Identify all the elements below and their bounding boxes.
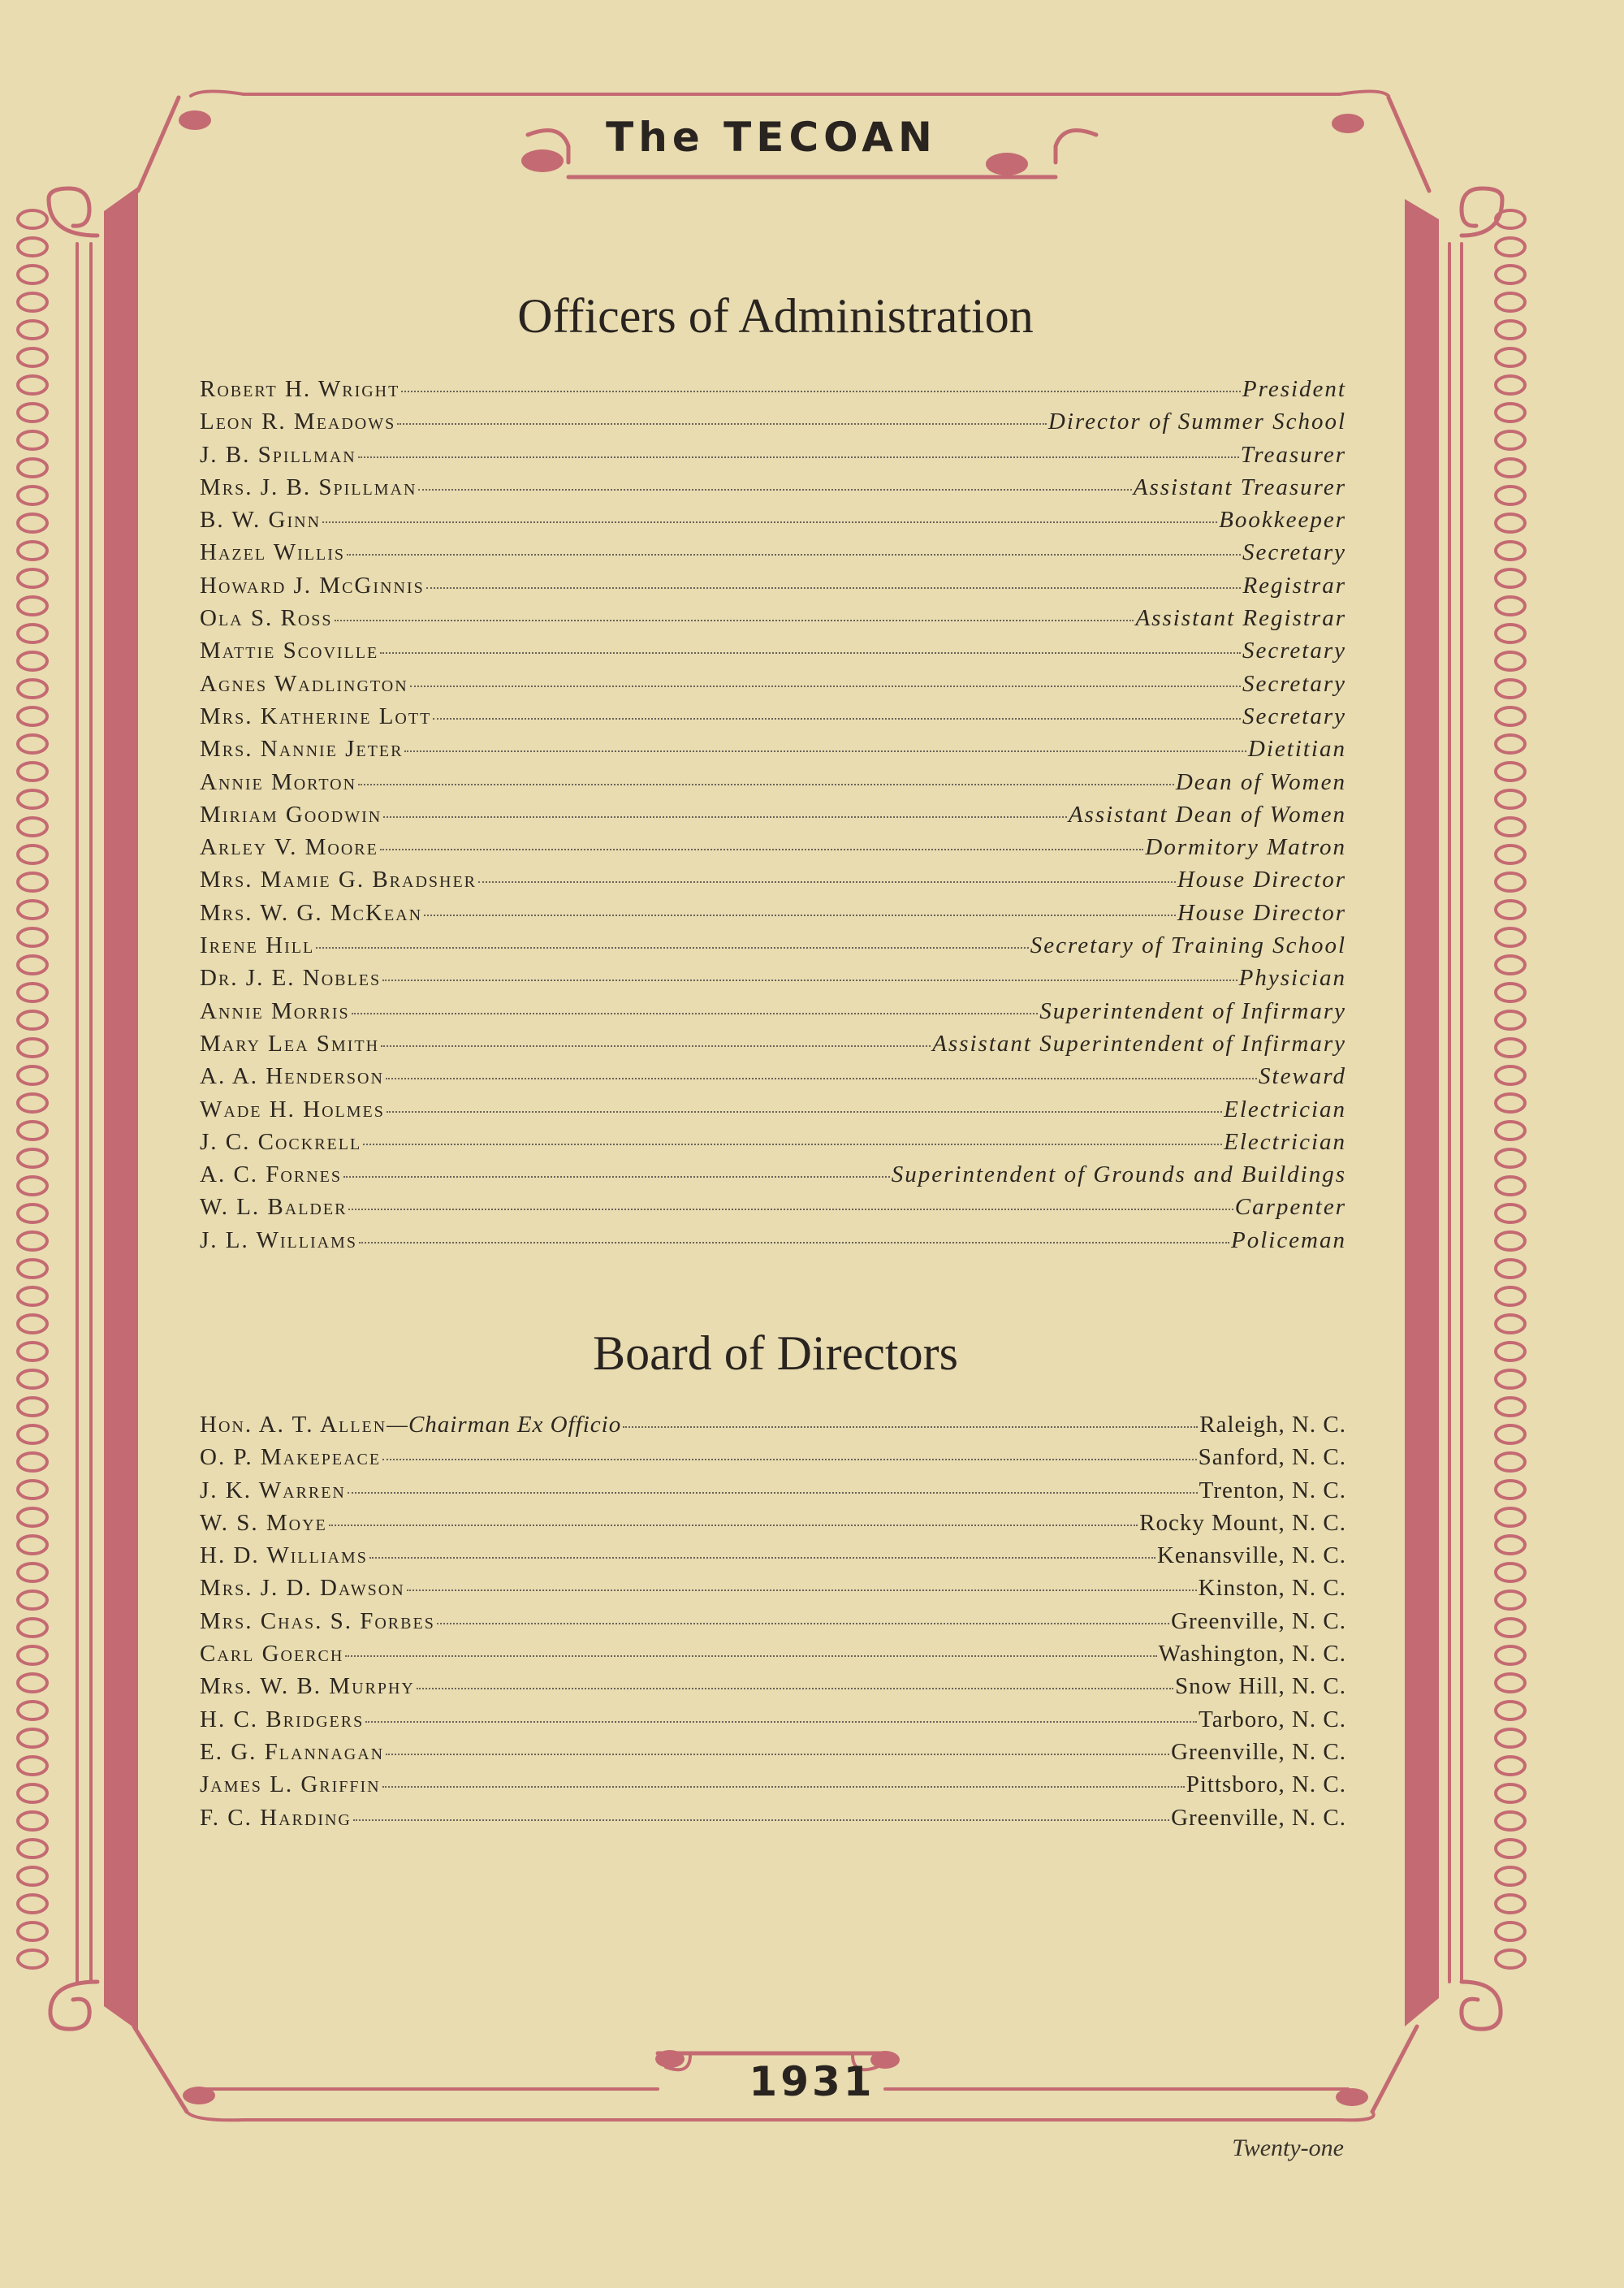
leader-dots	[347, 554, 1241, 556]
leader-dots	[410, 686, 1241, 687]
officer-row	[200, 1063, 1346, 1096]
leader-dots	[397, 423, 1047, 425]
chain-link	[18, 1232, 47, 1250]
officer-name: Mrs. W. G. McKean	[200, 899, 423, 926]
director-name: H. D. Williams	[200, 1542, 368, 1569]
chain-link	[1496, 956, 1525, 974]
officer-title: Assistant Registrar	[1135, 605, 1346, 632]
director-note: —Chairman Ex Officio	[387, 1412, 622, 1438]
chain-link	[18, 652, 47, 670]
leader-dots	[478, 881, 1176, 883]
chain-link	[1496, 1343, 1525, 1360]
leader-dots	[387, 1111, 1222, 1113]
chain-link	[18, 376, 47, 394]
chain-link	[18, 1039, 47, 1057]
officer-name: W. L. Balder	[200, 1194, 348, 1221]
officer-name: Robert H. Wright	[200, 376, 400, 402]
director-row	[200, 1510, 1346, 1542]
leader-dots	[382, 980, 1237, 981]
chain-link	[18, 210, 47, 228]
officer-row	[200, 998, 1346, 1031]
chain-link	[18, 1370, 47, 1388]
director-place: Raleigh, N. C.	[1199, 1412, 1346, 1438]
chain-link	[18, 348, 47, 366]
chain-link	[1496, 431, 1525, 449]
officer-name: A. A. Henderson	[200, 1063, 384, 1090]
leader-dots	[352, 1013, 1039, 1014]
officer-title: Superintendent of Infirmary	[1039, 997, 1346, 1024]
chain-link	[1496, 1425, 1525, 1443]
director-name: J. K. Warren	[200, 1477, 346, 1503]
officer-row	[200, 769, 1346, 802]
chain-link	[1496, 1370, 1525, 1388]
chain-link	[18, 293, 47, 311]
chain-link	[1496, 901, 1525, 919]
officer-name: Wade H. Holmes	[200, 1096, 385, 1122]
leader-dots	[382, 1459, 1197, 1460]
chain-link	[1496, 459, 1525, 477]
officer-title: Dietitian	[1247, 736, 1346, 763]
chain-link	[1496, 1011, 1525, 1029]
director-name: E. G. Flannagan	[200, 1738, 385, 1765]
director-name: W. S. Moye	[200, 1509, 327, 1536]
chain-link	[1496, 1398, 1525, 1416]
chain-link	[18, 1923, 47, 1940]
chain-link	[18, 514, 47, 532]
director-name: Mrs. Chas. S. Forbes	[200, 1607, 435, 1634]
officer-row	[200, 1227, 1346, 1260]
director-place: Tarboro, N. C.	[1199, 1706, 1346, 1732]
footer-year: 1931	[749, 2058, 875, 2105]
chain-link	[1496, 1453, 1525, 1471]
chain-link	[18, 431, 47, 449]
chain-link	[18, 1066, 47, 1084]
chain-ornament-right	[1496, 210, 1525, 1968]
leader-dots	[404, 750, 1246, 752]
officer-row	[200, 802, 1346, 834]
chain-link	[1496, 1066, 1525, 1084]
chain-link	[1496, 404, 1525, 422]
chain-link	[18, 1481, 47, 1499]
director-name: Carl Goerch	[200, 1641, 344, 1667]
chain-link	[1496, 1757, 1525, 1775]
officer-row	[200, 736, 1346, 768]
leader-dots	[359, 1242, 1229, 1243]
officer-name: J. B. Spillman	[200, 441, 356, 468]
chain-link	[1496, 1508, 1525, 1526]
chain-link	[1496, 1674, 1525, 1692]
chain-link	[1496, 652, 1525, 670]
chain-link	[1496, 818, 1525, 836]
chain-link	[1496, 266, 1525, 283]
chain-link	[1496, 1564, 1525, 1581]
officer-row	[200, 442, 1346, 474]
chain-link	[18, 487, 47, 504]
leader-dots	[348, 1209, 1233, 1210]
leader-dots	[343, 1176, 890, 1178]
leader-dots	[353, 1819, 1169, 1821]
officer-title: House Director	[1177, 899, 1346, 926]
officer-row	[200, 932, 1346, 965]
officer-row	[200, 867, 1346, 899]
officer-title: Dormitory Matron	[1145, 834, 1346, 861]
director-row	[200, 1739, 1346, 1771]
officer-title: Registrar	[1242, 572, 1346, 599]
chain-link	[18, 1536, 47, 1554]
officer-row	[200, 1161, 1346, 1194]
chain-link	[18, 1674, 47, 1692]
chain-link	[1496, 1287, 1525, 1305]
chain-link	[1496, 487, 1525, 504]
officer-title: House Director	[1177, 867, 1346, 893]
chain-link	[18, 321, 47, 339]
chain-link	[1496, 1895, 1525, 1913]
officer-name: Ola S. Ross	[200, 605, 333, 632]
officer-row	[200, 376, 1346, 409]
leader-dots	[386, 1754, 1169, 1755]
chain-link	[18, 1646, 47, 1664]
officer-title: Secretary	[1242, 638, 1346, 664]
officer-title: Secretary of Training School	[1030, 932, 1346, 959]
chain-link	[1496, 1536, 1525, 1554]
chain-link	[18, 928, 47, 946]
chain-link	[18, 1840, 47, 1858]
director-name: O. P. Makepeace	[200, 1444, 382, 1471]
officer-name: Mary Lea Smith	[200, 1030, 380, 1057]
leader-dots	[437, 1623, 1169, 1624]
chain-link	[1496, 1702, 1525, 1719]
chain-link	[18, 1205, 47, 1222]
leader-dots	[345, 1655, 1156, 1657]
board-list	[200, 1412, 1346, 1837]
chain-link	[18, 1564, 47, 1581]
officer-row	[200, 1096, 1346, 1129]
officer-row	[200, 900, 1346, 932]
chain-link	[1496, 1812, 1525, 1830]
leader-dots	[363, 1144, 1222, 1145]
chain-link	[18, 597, 47, 615]
officers-list	[200, 376, 1346, 1260]
officer-name: Howard J. McGinnis	[200, 572, 425, 599]
officer-title: Assistant Dean of Women	[1068, 801, 1346, 828]
officer-title: Superintendent of Grounds and Buildings	[891, 1161, 1346, 1188]
chain-link	[18, 1398, 47, 1416]
director-place: Kenansville, N. C.	[1156, 1542, 1346, 1569]
chain-link	[18, 735, 47, 753]
director-place: Sanford, N. C.	[1198, 1444, 1346, 1471]
chain-link	[18, 790, 47, 808]
chain-link	[1496, 1646, 1525, 1664]
chain-link	[18, 1315, 47, 1333]
officer-name: J. L. Williams	[200, 1226, 357, 1253]
leader-dots	[380, 849, 1144, 850]
chain-link	[18, 763, 47, 781]
chain-link	[1496, 1205, 1525, 1222]
chain-link	[1496, 238, 1525, 256]
officer-name: Miriam Goodwin	[200, 801, 382, 828]
chain-link	[18, 901, 47, 919]
leader-dots	[386, 1078, 1257, 1079]
officer-title: Director of Summer School	[1047, 409, 1346, 435]
director-place: Greenville, N. C.	[1171, 1607, 1346, 1634]
leader-dots	[358, 784, 1174, 785]
chain-link	[18, 818, 47, 836]
chain-link	[1496, 210, 1525, 228]
director-place: Greenville, N. C.	[1171, 1804, 1346, 1831]
leader-dots	[369, 1557, 1155, 1559]
chain-link	[1496, 707, 1525, 725]
officer-row	[200, 507, 1346, 539]
chain-link	[18, 1812, 47, 1830]
officer-row	[200, 965, 1346, 997]
officer-name: A. C. Fornes	[200, 1161, 342, 1188]
director-row	[200, 1641, 1346, 1673]
chain-link	[18, 1867, 47, 1885]
chain-link	[18, 1011, 47, 1029]
chain-link	[18, 846, 47, 863]
leader-dots	[433, 718, 1241, 720]
officer-row	[200, 474, 1346, 507]
officer-name: Annie Morton	[200, 768, 357, 795]
officer-name: B. W. Ginn	[200, 507, 322, 534]
officer-name: Leon R. Meadows	[200, 409, 396, 435]
leader-dots	[348, 1492, 1198, 1494]
director-place: Kinston, N. C.	[1198, 1575, 1346, 1602]
officer-row	[200, 539, 1346, 572]
officers-heading: Officers of Administration	[517, 289, 1034, 343]
director-row	[200, 1608, 1346, 1641]
director-name: Mrs. J. D. Dawson	[200, 1575, 405, 1602]
director-place: Rocky Mount, N. C.	[1139, 1509, 1346, 1536]
officer-title: Steward	[1259, 1063, 1346, 1090]
chain-link	[1496, 680, 1525, 698]
chain-link	[1496, 293, 1525, 311]
chain-link	[1496, 597, 1525, 615]
leader-dots	[316, 947, 1029, 949]
chain-link	[1496, 846, 1525, 863]
leader-dots	[383, 816, 1067, 818]
chain-link	[18, 707, 47, 725]
chain-link	[18, 1729, 47, 1747]
chain-link	[18, 1122, 47, 1140]
chain-link	[18, 238, 47, 256]
chain-link	[18, 1260, 47, 1278]
chain-link	[18, 1702, 47, 1719]
officer-title: Secretary	[1242, 539, 1346, 566]
chain-link	[1496, 1177, 1525, 1195]
leader-dots	[358, 456, 1239, 458]
leader-dots	[381, 1045, 931, 1047]
chain-link	[18, 1094, 47, 1112]
chain-link	[18, 1149, 47, 1167]
leader-dots	[401, 391, 1241, 392]
officer-name: J. C. Cockrell	[200, 1128, 362, 1155]
chain-link	[18, 956, 47, 974]
director-row	[200, 1805, 1346, 1837]
director-name: H. C. Bridgers	[200, 1706, 365, 1732]
chain-link	[18, 1619, 47, 1637]
officer-title: President	[1242, 376, 1346, 402]
chain-link	[18, 1591, 47, 1609]
chain-link	[18, 1757, 47, 1775]
officer-row	[200, 605, 1346, 638]
chain-link	[18, 984, 47, 1001]
chain-link	[18, 404, 47, 422]
officer-title: Bookkeeper	[1219, 507, 1346, 534]
chain-link	[1496, 1149, 1525, 1167]
officer-row	[200, 834, 1346, 867]
director-row	[200, 1477, 1346, 1510]
chain-link	[1496, 1840, 1525, 1858]
officer-name: Annie Morris	[200, 997, 350, 1024]
journal-title: The TECOAN	[606, 114, 937, 161]
officer-name: Mrs. J. B. Spillman	[200, 474, 417, 500]
director-name: Mrs. W. B. Murphy	[200, 1673, 415, 1700]
chain-link	[18, 873, 47, 891]
chain-link	[1496, 1094, 1525, 1112]
chain-link	[1496, 1315, 1525, 1333]
officer-title: Secretary	[1242, 703, 1346, 729]
chain-link	[1496, 1950, 1525, 1968]
officer-title: Treasurer	[1240, 441, 1346, 468]
officer-title: Electrician	[1224, 1128, 1346, 1155]
chain-link	[1496, 1481, 1525, 1499]
chain-link	[1496, 735, 1525, 753]
chain-link	[1496, 1232, 1525, 1250]
chain-link	[18, 542, 47, 560]
chain-link	[18, 1895, 47, 1913]
officer-row	[200, 638, 1346, 670]
officer-name: Agnes Wadlington	[200, 670, 408, 697]
director-place: Greenville, N. C.	[1171, 1738, 1346, 1765]
chain-link	[1496, 1039, 1525, 1057]
chain-link	[1496, 1591, 1525, 1609]
director-row	[200, 1673, 1346, 1706]
leader-dots	[418, 489, 1131, 491]
chain-link	[1496, 542, 1525, 560]
officer-row	[200, 703, 1346, 736]
chain-link	[18, 1425, 47, 1443]
chain-link	[1496, 1260, 1525, 1278]
leader-dots	[322, 521, 1217, 523]
chain-link	[1496, 1784, 1525, 1802]
chain-link	[1496, 569, 1525, 587]
director-place: Pittsboro, N. C.	[1186, 1771, 1346, 1798]
officer-title: Policeman	[1230, 1226, 1346, 1253]
officer-title: Electrician	[1224, 1096, 1346, 1122]
chain-link	[1496, 321, 1525, 339]
leader-dots	[329, 1525, 1138, 1526]
officer-row	[200, 1031, 1346, 1063]
chain-link	[1496, 1923, 1525, 1940]
leader-dots	[623, 1426, 1198, 1428]
director-name: James L. Griffin	[200, 1771, 381, 1798]
chain-link	[18, 625, 47, 642]
officer-name: Hazel Willis	[200, 539, 346, 566]
director-row	[200, 1575, 1346, 1607]
chain-link	[1496, 625, 1525, 642]
leader-dots	[417, 1688, 1173, 1689]
director-row	[200, 1771, 1346, 1804]
chain-link	[1496, 928, 1525, 946]
chain-ornament-left	[18, 210, 47, 1968]
chain-link	[1496, 1729, 1525, 1747]
officer-row	[200, 1129, 1346, 1161]
leader-dots	[335, 620, 1134, 621]
chain-link	[18, 1343, 47, 1360]
chain-link	[1496, 1122, 1525, 1140]
officer-name: Mrs. Mamie G. Bradsher	[200, 867, 477, 893]
chain-link	[18, 1508, 47, 1526]
officer-title: Carpenter	[1234, 1194, 1346, 1221]
chain-link	[1496, 348, 1525, 366]
officer-name: Irene Hill	[200, 932, 315, 959]
officer-name: Mrs. Katherine Lott	[200, 703, 432, 729]
chain-link	[18, 1950, 47, 1968]
director-row	[200, 1412, 1346, 1444]
leader-dots	[382, 1786, 1185, 1788]
officer-name: Arley V. Moore	[200, 834, 378, 861]
chain-link	[18, 569, 47, 587]
director-place: Trenton, N. C.	[1199, 1477, 1346, 1503]
chain-link	[18, 266, 47, 283]
chain-link	[18, 1784, 47, 1802]
director-row	[200, 1706, 1346, 1739]
chain-link	[1496, 1619, 1525, 1637]
leader-dots	[380, 652, 1241, 654]
board-heading: Board of Directors	[593, 1326, 958, 1380]
director-name: Hon. A. T. Allen	[200, 1412, 387, 1438]
director-name: F. C. Harding	[200, 1804, 352, 1831]
leader-dots	[365, 1721, 1197, 1723]
chain-link	[1496, 376, 1525, 394]
officer-title: Dean of Women	[1175, 768, 1346, 795]
officer-name: Dr. J. E. Nobles	[200, 965, 382, 992]
officer-name: Mrs. Nannie Jeter	[200, 736, 404, 763]
chain-link	[1496, 984, 1525, 1001]
leader-dots	[424, 915, 1176, 916]
chain-link	[1496, 1867, 1525, 1885]
chain-link	[1496, 763, 1525, 781]
chain-link	[18, 459, 47, 477]
chain-link	[1496, 873, 1525, 891]
director-place: Washington, N. C.	[1158, 1641, 1346, 1667]
leader-dots	[426, 587, 1242, 589]
director-row	[200, 1444, 1346, 1477]
officer-row	[200, 1194, 1346, 1226]
officer-title: Secretary	[1242, 670, 1346, 697]
officer-row	[200, 671, 1346, 703]
chain-link	[1496, 514, 1525, 532]
officer-title: Assistant Treasurer	[1133, 474, 1346, 500]
officer-name: Mattie Scoville	[200, 638, 379, 664]
officer-title: Physician	[1238, 965, 1346, 992]
chain-link	[18, 1453, 47, 1471]
chain-link	[18, 1287, 47, 1305]
chain-link	[18, 680, 47, 698]
page-number: Twenty-one	[1232, 2134, 1344, 2161]
officer-row	[200, 409, 1346, 441]
officer-row	[200, 573, 1346, 605]
officer-title: Assistant Superintendent of Infirmary	[932, 1030, 1346, 1057]
chain-link	[18, 1177, 47, 1195]
chain-link	[1496, 790, 1525, 808]
director-row	[200, 1542, 1346, 1575]
director-place: Snow Hill, N. C.	[1175, 1673, 1346, 1700]
leader-dots	[407, 1589, 1197, 1591]
